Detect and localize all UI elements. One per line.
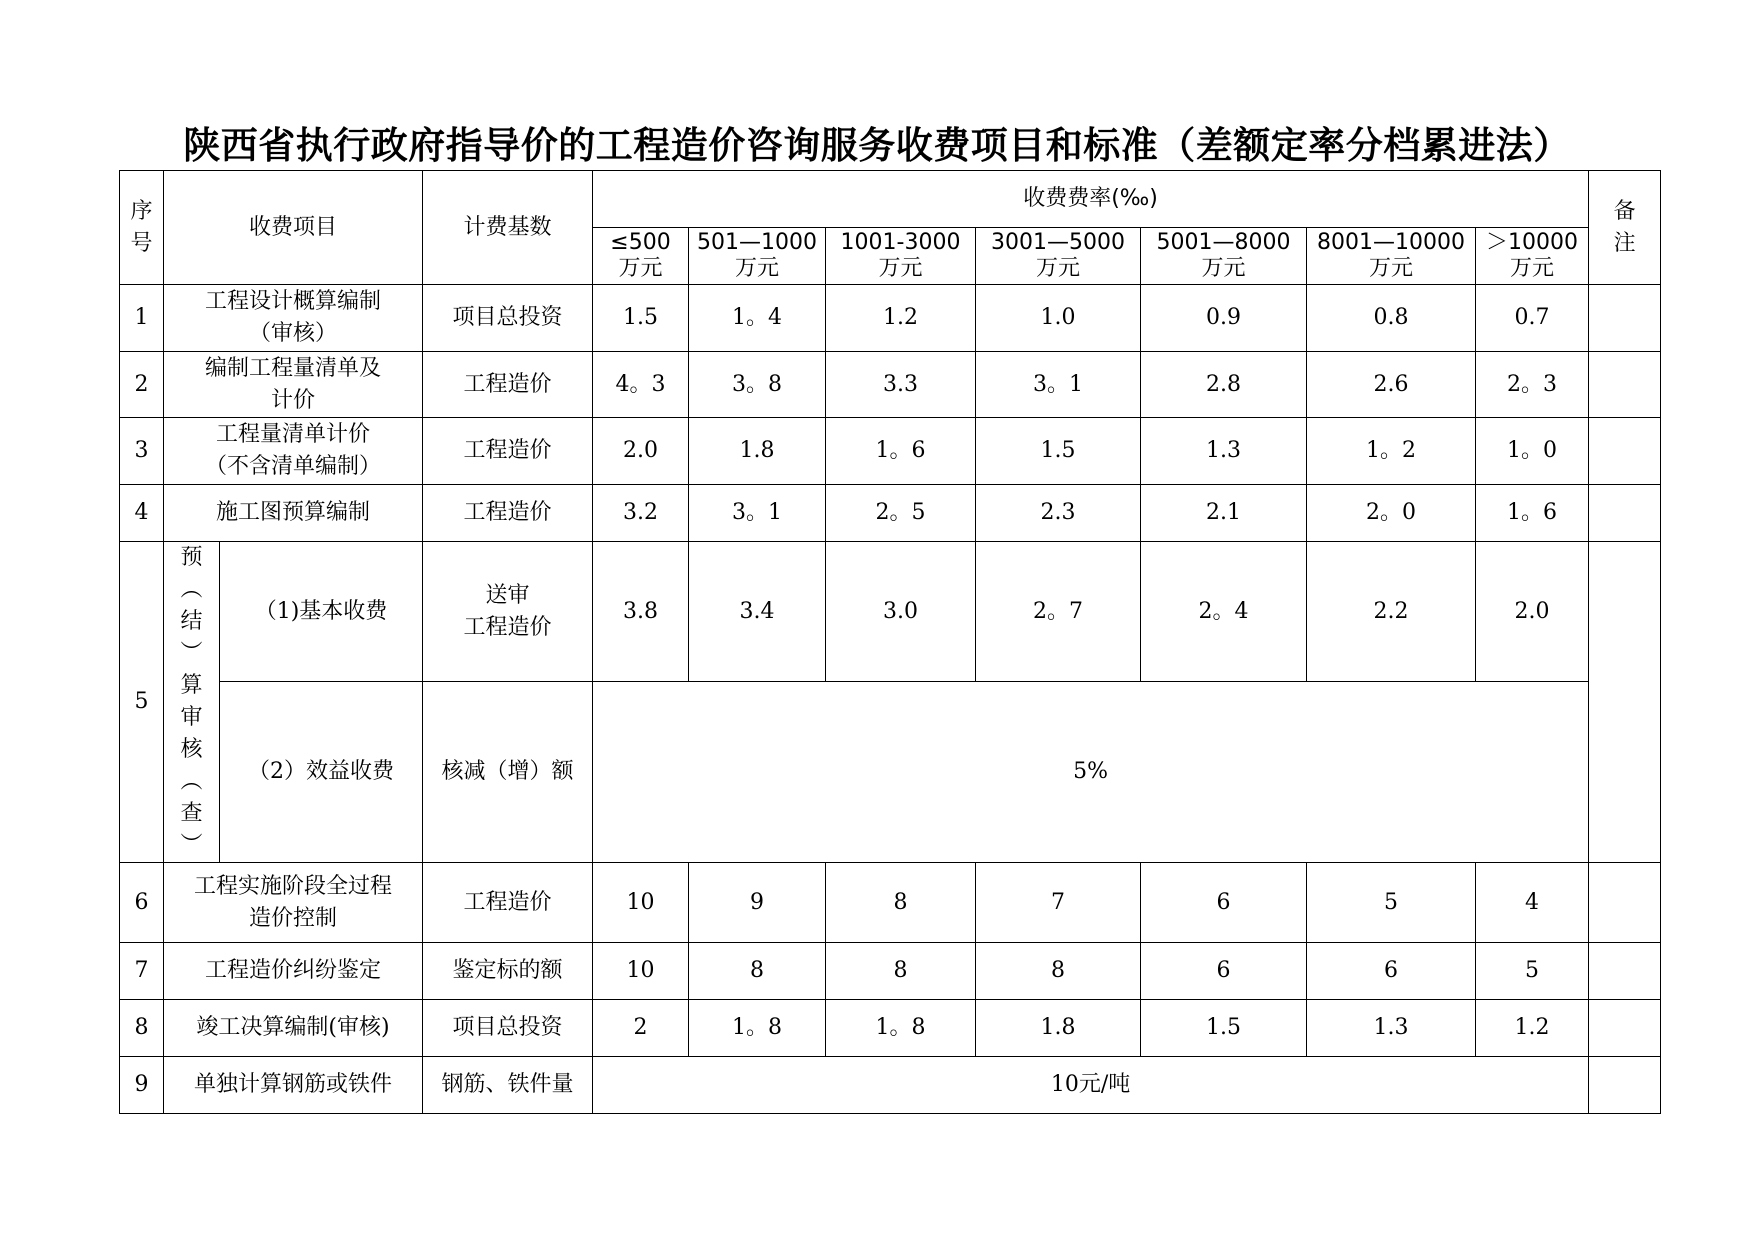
range-header: 3001—5000 万元 xyxy=(976,228,1141,285)
table-row xyxy=(120,542,1661,682)
fee-table xyxy=(119,170,1661,1114)
rate-cell: 2.0 xyxy=(1476,542,1589,682)
row-base: 工程造价 xyxy=(423,418,593,485)
row-seq: 3 xyxy=(120,418,164,485)
rate-cell: 10 xyxy=(593,943,689,1000)
header-item: 收费项目 xyxy=(164,171,423,285)
table-row xyxy=(120,943,1661,1000)
rate-cell: 0.8 xyxy=(1307,285,1476,352)
table-row xyxy=(120,1057,1661,1114)
note-cell xyxy=(1589,352,1661,418)
merged-rate-cell: 5% xyxy=(593,682,1589,863)
merged-rate-cell: 10元/吨 xyxy=(593,1057,1589,1114)
rate-cell: 2。0 xyxy=(1307,485,1476,542)
rate-cell: 3.0 xyxy=(826,542,976,682)
rate-cell: 1.5 xyxy=(1141,1000,1307,1057)
row-seq: 4 xyxy=(120,485,164,542)
rate-cell: 1.3 xyxy=(1141,418,1307,485)
header-note: 备 注 xyxy=(1589,171,1661,285)
header-base: 计费基数 xyxy=(423,171,593,285)
header-row-top xyxy=(120,171,1661,228)
row-seq: 5 xyxy=(120,542,164,863)
rate-cell: 1。8 xyxy=(689,1000,826,1057)
range-header: ＞10000 万元 xyxy=(1476,228,1589,285)
rate-cell: 0.9 xyxy=(1141,285,1307,352)
row-item: 竣工决算编制(审核) xyxy=(164,1000,423,1057)
row-seq: 8 xyxy=(120,1000,164,1057)
rate-cell: 8 xyxy=(826,863,976,943)
rate-cell: 2。4 xyxy=(1141,542,1307,682)
note-cell xyxy=(1589,1000,1661,1057)
rate-cell: 1.5 xyxy=(976,418,1141,485)
row5-group-label: 预 ︵ 结 ︶ 算 审 核 ︵ 查 ︶ xyxy=(164,542,220,863)
row-item: 工程设计概算编制 （审核） xyxy=(164,285,423,352)
rate-cell: 2.2 xyxy=(1307,542,1476,682)
rate-cell: 1。0 xyxy=(1476,418,1589,485)
rate-cell: 3.2 xyxy=(593,485,689,542)
rate-cell: 8 xyxy=(826,943,976,1000)
table-row xyxy=(120,1000,1661,1057)
rate-cell: 4 xyxy=(1476,863,1589,943)
rate-cell: 5 xyxy=(1307,863,1476,943)
row-item: 编制工程量清单及 计价 xyxy=(164,352,423,418)
rate-cell: 1.5 xyxy=(593,285,689,352)
row-item: 工程实施阶段全过程 造价控制 xyxy=(164,863,423,943)
range-header: 8001—10000 万元 xyxy=(1307,228,1476,285)
row-base: 项目总投资 xyxy=(423,1000,593,1057)
note-cell xyxy=(1589,863,1661,943)
row-seq: 9 xyxy=(120,1057,164,1114)
rate-cell: 2 xyxy=(593,1000,689,1057)
note-cell xyxy=(1589,418,1661,485)
rate-cell: 1。6 xyxy=(826,418,976,485)
header-rate: 收费费率(‰) xyxy=(593,171,1589,228)
rate-cell: 6 xyxy=(1307,943,1476,1000)
note-cell xyxy=(1589,1057,1661,1114)
rate-cell: 7 xyxy=(976,863,1141,943)
row-base: 鉴定标的额 xyxy=(423,943,593,1000)
note-cell xyxy=(1589,943,1661,1000)
rate-cell: 1。2 xyxy=(1307,418,1476,485)
rate-cell: 2。3 xyxy=(1476,352,1589,418)
note-cell xyxy=(1589,485,1661,542)
rate-cell: 1.2 xyxy=(1476,1000,1589,1057)
rate-cell: 6 xyxy=(1141,943,1307,1000)
row-seq: 7 xyxy=(120,943,164,1000)
row-item: （2）效益收费 xyxy=(220,682,423,863)
range-header: 1001-3000 万元 xyxy=(826,228,976,285)
table-row xyxy=(120,352,1661,418)
rate-cell: 5 xyxy=(1476,943,1589,1000)
rate-cell: 8 xyxy=(976,943,1141,1000)
header-seq: 序 号 xyxy=(120,171,164,285)
row-item: 单独计算钢筋或铁件 xyxy=(164,1057,423,1114)
range-header: 5001—8000 万元 xyxy=(1141,228,1307,285)
row-base: 核减（增）额 xyxy=(423,682,593,863)
table-row xyxy=(120,485,1661,542)
rate-cell: 3.4 xyxy=(689,542,826,682)
table-row xyxy=(120,863,1661,943)
rate-cell: 4。3 xyxy=(593,352,689,418)
note-cell xyxy=(1589,285,1661,352)
row-base: 工程造价 xyxy=(423,485,593,542)
row-seq: 2 xyxy=(120,352,164,418)
rate-cell: 3.8 xyxy=(593,542,689,682)
rate-cell: 0.7 xyxy=(1476,285,1589,352)
row-base: 工程造价 xyxy=(423,352,593,418)
row-seq: 6 xyxy=(120,863,164,943)
row-seq: 1 xyxy=(120,285,164,352)
row-item: （1)基本收费 xyxy=(220,542,423,682)
rate-cell: 1.3 xyxy=(1307,1000,1476,1057)
rate-cell: 3。1 xyxy=(689,485,826,542)
rate-cell: 2.0 xyxy=(593,418,689,485)
row-base: 项目总投资 xyxy=(423,285,593,352)
rate-cell: 1。4 xyxy=(689,285,826,352)
note-cell xyxy=(1589,542,1661,863)
rate-cell: 10 xyxy=(593,863,689,943)
rate-cell: 1.0 xyxy=(976,285,1141,352)
row-base: 工程造价 xyxy=(423,863,593,943)
table-row xyxy=(120,285,1661,352)
row-item: 工程造价纠纷鉴定 xyxy=(164,943,423,1000)
rate-cell: 1。6 xyxy=(1476,485,1589,542)
row-base: 钢筋、铁件量 xyxy=(423,1057,593,1114)
range-header: 501—1000 万元 xyxy=(689,228,826,285)
rate-cell: 2.8 xyxy=(1141,352,1307,418)
rate-cell: 1。8 xyxy=(826,1000,976,1057)
rate-cell: 2.3 xyxy=(976,485,1141,542)
row-item: 施工图预算编制 xyxy=(164,485,423,542)
row-item: 工程量清单计价 （不含清单编制） xyxy=(164,418,423,485)
rate-cell: 2.1 xyxy=(1141,485,1307,542)
rate-cell: 3。1 xyxy=(976,352,1141,418)
range-header: ≤500 万元 xyxy=(593,228,689,285)
rate-cell: 2。5 xyxy=(826,485,976,542)
table-row xyxy=(120,418,1661,485)
row-base: 送审 工程造价 xyxy=(423,542,593,682)
rate-cell: 3.3 xyxy=(826,352,976,418)
table-row xyxy=(120,682,1661,863)
rate-cell: 2。7 xyxy=(976,542,1141,682)
rate-cell: 1.8 xyxy=(976,1000,1141,1057)
rate-cell: 1.8 xyxy=(689,418,826,485)
rate-cell: 9 xyxy=(689,863,826,943)
page-title: 陕西省执行政府指导价的工程造价咨询服务收费项目和标准（差额定率分档累进法） xyxy=(183,123,1571,167)
rate-cell: 8 xyxy=(689,943,826,1000)
rate-cell: 6 xyxy=(1141,863,1307,943)
rate-cell: 2.6 xyxy=(1307,352,1476,418)
rate-cell: 3。8 xyxy=(689,352,826,418)
rate-cell: 1.2 xyxy=(826,285,976,352)
